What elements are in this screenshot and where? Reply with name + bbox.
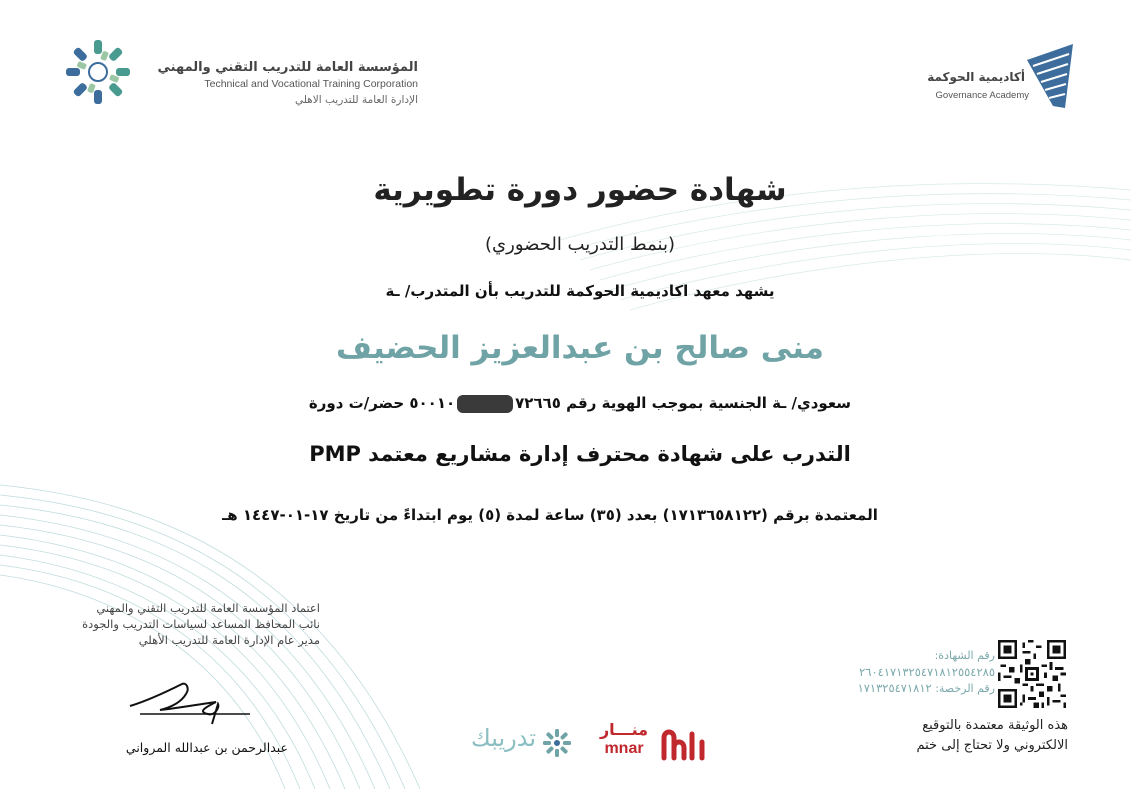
tvtc-logo: [62, 36, 418, 116]
course-name: التدرب على شهادة محترف إدارة مشاريع معتمد PMP: [309, 442, 851, 466]
qr-code[interactable]: [998, 640, 1066, 708]
signatory-line-2: نائب المحافظ المساعد لسياسات التدريب والجودة: [82, 617, 320, 631]
signatory-titles: [40, 600, 320, 648]
partner-logos: [450, 716, 720, 766]
tadreeb-star-icon: [542, 728, 572, 758]
certificate-subtitle: (بنمط التدريب الحضوري): [485, 234, 675, 255]
mnar-english: mnar: [604, 740, 644, 757]
note-line-1: هذه الوثيقة معتمدة بالتوقيع: [922, 718, 1068, 733]
governance-academy-logo: [915, 40, 1075, 110]
id-redaction: [457, 395, 513, 413]
academy-mark-icon: [1023, 40, 1077, 112]
nationality-prefix: سعودي/ ـة الجنسية بموجب الهوية رقم: [566, 394, 852, 412]
id-number: [409, 394, 561, 412]
tvtc-english-name: Technical and Vocational Training Corporation: [204, 78, 418, 90]
mnar-logo: [596, 720, 712, 764]
certificate-title: شهادة حضور دورة تطويرية: [373, 172, 787, 208]
signatory-line-3: مدير عام الإدارة العامة للتدريب الأهلي: [138, 633, 320, 647]
id-visible-tail: ٥٠٠١٠: [409, 394, 456, 412]
signatory-name: عبدالرحمن بن عبدالله المرواني: [125, 740, 288, 755]
tvtc-department: الإدارة العامة للتدريب الاهلي: [294, 94, 418, 106]
tvtc-star-icon: [62, 36, 134, 108]
mnar-arabic: منـــار: [599, 720, 649, 739]
handwritten-signature: [120, 678, 260, 728]
academy-arabic-name: أكاديمية الحوكمة: [927, 70, 1025, 84]
approval-line: المعتمدة برقم (١٧١٣٦٥٨١٢٢) بعدد (٣٥) ساعة لمدة (٥) يوم ابتداءً من تاريخ ١٧-٠١-١٤٤٧ هـ: [222, 506, 878, 524]
nationality-suffix: حضر/ت دورة: [308, 394, 405, 412]
certificate-intro: يشهد معهد اكاديمية الحوكمة للتدريب بأن المتدرب/ ـة: [385, 282, 775, 300]
e-signature-note: [840, 716, 1068, 756]
mnar-mark-icon: [658, 724, 708, 762]
note-line-2: الالكتروني ولا تحتاج إلى ختم: [916, 738, 1068, 753]
academy-english-name: Governance Academy: [935, 90, 1029, 101]
nationality-line: [200, 394, 960, 413]
tadreeb-text: تدريبك: [470, 724, 536, 752]
trainee-name: منى صالح بن عبدالعزيز الحضيف: [336, 330, 824, 366]
id-visible-part: ٧٢٦٦٥: [515, 394, 561, 412]
license-line: [830, 680, 995, 697]
signatory-line-1: اعتماد المؤسسة العامة للتدريب التقني والمهني: [96, 601, 320, 615]
license-number: ١٧١٣٢٥٤٧١٨١٢: [857, 681, 932, 695]
tvtc-arabic-name: المؤسسة العامة للتدريب التقني والمهني: [157, 60, 418, 75]
verification-info: [830, 648, 995, 697]
license-label: رقم الرخصة:: [935, 682, 995, 695]
tadreeb-logo: [450, 724, 576, 760]
cert-number-label: رقم الشهادة:: [934, 649, 995, 662]
cert-number: ٢٦٠٤١٧١٣٢٥٤٧١٨١٢٥٥٤٢٨٥: [859, 665, 995, 679]
